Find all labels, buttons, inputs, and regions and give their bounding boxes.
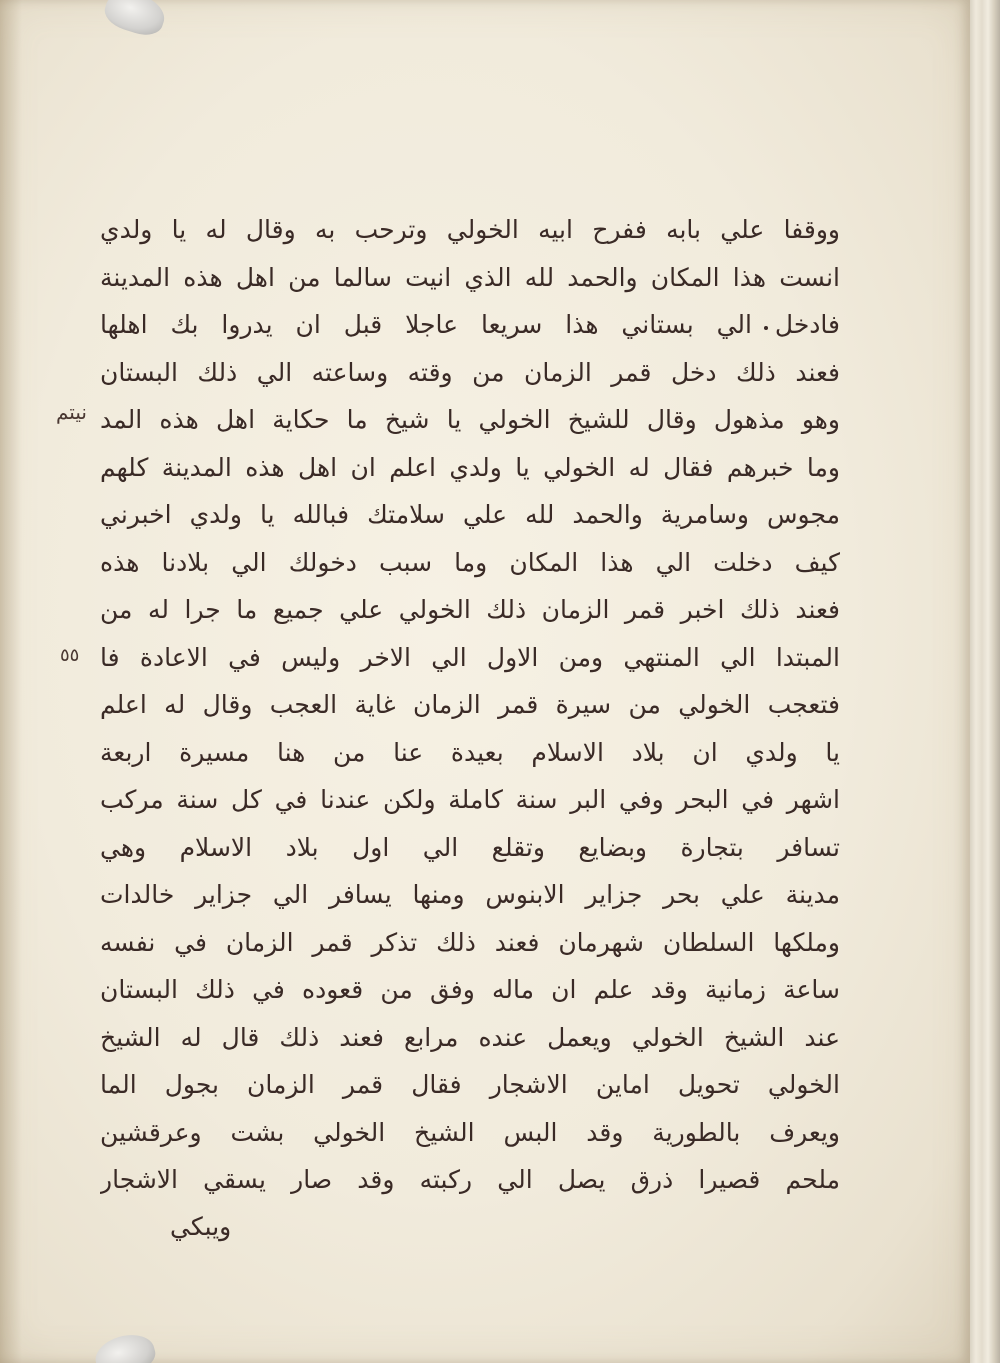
text-line: الخولي تحويل اماين الاشجار فقال قمر الزمان بجول الما [100,1070,840,1099]
text-line: فعند ذلك دخل قمر الزمان من وقته وساعته الي ذلك البستان [100,357,840,387]
text-line: تسافر بتجارة وبضايع وتقلع الي اول بلاد الاسلام وهي [100,832,840,862]
text-line: فتعجب الخولي من سيرة قمر الزمان غاية العجب وقال له اعلم [100,690,840,719]
text-line: مجوس وسامرية والحمد لله علي سلامتك فبالله يا ولدي اخبرني [100,500,840,529]
text-line: ساعة زمانية وقد علم ان ماله وفق من قعوده في ذلك البستان [100,975,840,1004]
catchword: ويبكي [170,1212,232,1241]
folio-number: ٥٥ [60,645,80,666]
text-line: كيف دخلت الي هذا المكان وما سبب دخولك الي بلادنا هذه [100,547,840,577]
text-line: المبتدا الي المنتهي ومن الاول الي الاخر وليس في الاعادة فا [100,642,840,672]
page-stack-edge [970,0,1000,1363]
binding-shadow [0,0,22,1363]
text-line: يا ولدي ان بلاد الاسلام بعيدة عنا من هنا مسيرة اربعة [100,737,840,767]
text-line: اشهر في البحر وفي البر سنة كاملة ولكن عندنا في كل سنة مركب [100,785,840,814]
text-line: ووقفا علي بابه ففرح ابيه الخولي وترحب به وقال له يا ولدي [100,215,840,244]
margin-note: نيتم [56,400,87,424]
text-line: وهو مذهول وقال للشيخ الخولي يا شيخ ما حكاية اهل هذه المد [100,405,840,434]
text-line: وما خبرهم فقال له الخولي يا ولدي اعلم ان اهل هذه المدينة كلهم [100,452,840,482]
text-line: مدينة علي بحر جزاير الابنوس ومنها يسافر الي جزاير خالدات [100,880,840,909]
text-line: انست هذا المكان والحمد لله الذي انيت سالما من اهل هذه المدينة [100,262,840,292]
bottom-clip [91,1329,159,1363]
text-line: ملحم قصيرا ذرق يصل الي ركبته وقد صار يسقي الاشجار [100,1165,840,1194]
text-line: ويعرف بالطورية وقد البس الشيخ الخولي بشت وعرقشين [100,1117,840,1147]
text-line: عند الشيخ الخولي ويعمل عنده مرابع فعند ذلك قال له الشيخ [100,1022,840,1052]
text-line: فادخل الي بستاني هذا سريعا عاجلا قبل ان يدروا بك اهلها [100,310,840,339]
manuscript-text-block [100,206,840,1204]
top-clip [101,0,170,40]
text-line: وملكها السلطان شهرمان فعند ذلك تذكر قمر الزمان في نفسه [100,927,840,957]
text-line: فعند ذلك اخبر قمر الزمان ذلك الخولي علي جميع ما جرا له من [100,595,840,624]
